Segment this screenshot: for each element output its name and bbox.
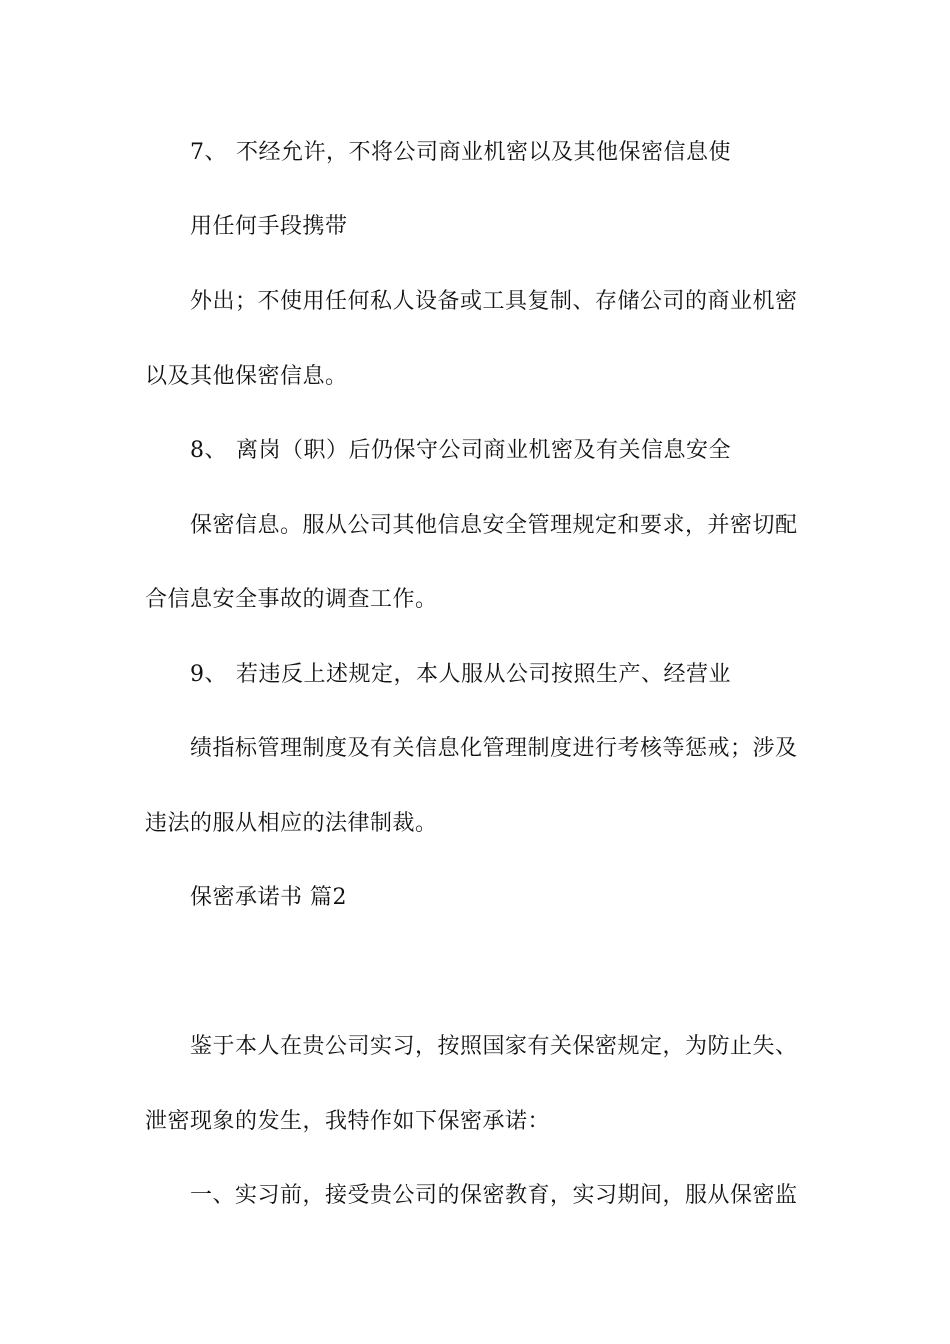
clause-1-line-1: 一、实习前，接受贵公司的保密教育，实习期间，服从保密监 bbox=[190, 1183, 798, 1208]
item-7-line-4: 以及其他保密信息。 bbox=[145, 364, 348, 389]
intro-line-2: 泄密现象的发生，我特作如下保密承诺： bbox=[145, 1109, 551, 1134]
item-9-line-1 bbox=[190, 660, 731, 690]
item-9-line-2: 绩指标管理制度及有关信息化管理制度进行考核等惩戒；涉及 bbox=[190, 736, 798, 761]
item-8-line-3: 合信息安全事故的调查工作。 bbox=[145, 587, 438, 612]
item-9-line-3: 违法的服从相应的法律制裁。 bbox=[145, 811, 438, 836]
intro-line-1: 鉴于本人在贵公司实习，按照国家有关保密规定，为防止失、 bbox=[190, 1034, 798, 1059]
item-8-line-2: 保密信息。服从公司其他信息安全管理规定和要求，并密切配 bbox=[190, 513, 798, 538]
item-8-number: 8、 bbox=[190, 438, 227, 463]
item-7-text-1: 不经允许，不将公司商业机密以及其他保密信息使 bbox=[236, 140, 732, 165]
item-9-text-1: 若违反上述规定，本人服从公司按照生产、经营业 bbox=[236, 662, 732, 687]
item-7-line-1 bbox=[190, 138, 731, 168]
item-9-number: 9、 bbox=[190, 662, 227, 687]
item-8-line-1 bbox=[190, 436, 731, 466]
item-7-line-2: 用任何手段携带 bbox=[190, 214, 348, 239]
item-7-number: 7、 bbox=[190, 140, 227, 165]
item-8-text-1: 离岗（职）后仍保守公司商业机密及有关信息安全 bbox=[236, 438, 732, 463]
item-7-line-3: 外出；不使用任何私人设备或工具复制、存储公司的商业机密 bbox=[190, 289, 798, 314]
section-heading: 保密承诺书 篇2 bbox=[190, 885, 347, 910]
